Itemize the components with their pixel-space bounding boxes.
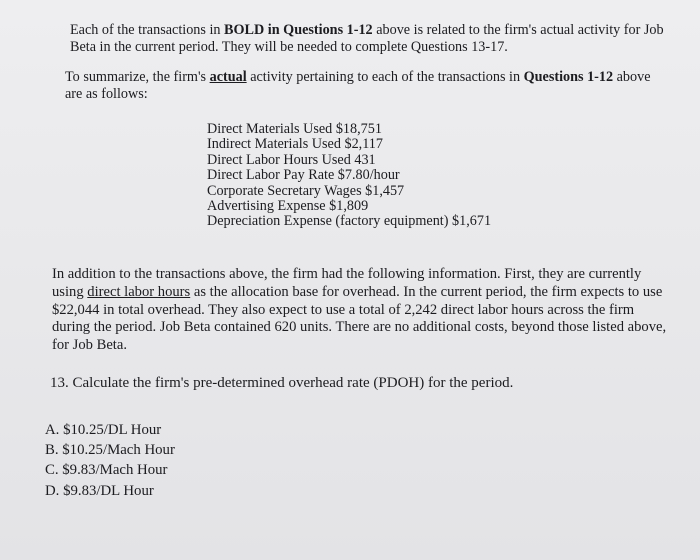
choice-c[interactable]: C. $9.83/Mach Hour	[45, 462, 168, 479]
intro-bold-reference: BOLD in Questions 1-12	[224, 22, 373, 38]
additional-info-paragraph	[52, 266, 667, 355]
choice-d[interactable]: D. $9.83/DL Hour	[45, 482, 154, 499]
activity-item: Corporate Secretary Wages $1,457	[207, 182, 405, 199]
activity-item: Direct Labor Hours Used 431	[207, 151, 376, 168]
allocation-base-underlined: direct labor hours	[87, 283, 191, 300]
summary-paragraph	[65, 69, 665, 103]
activity-item: Indirect Materials Used $2,117	[207, 136, 383, 153]
summary-text-middle: activity pertaining to each of the transactions in	[246, 69, 524, 85]
choice-b[interactable]: B. $10.25/Mach Hour	[45, 442, 175, 459]
intro-text-start: Each of the transactions in	[70, 22, 225, 38]
activity-item: Direct Labor Pay Rate $7.80/hour	[207, 167, 400, 184]
activity-item: Advertising Expense $1,809	[207, 198, 369, 215]
additional-text-end: as the allocation base for overhead. In the current period, the firm expects to use $22,044 in total overhead. They also expect to use a total of 2,242 direct labor hours across the firm during the period. Job Beta contained 620 units. There are no additional costs, beyond those listed above, for Job Beta.	[52, 283, 667, 354]
summary-text-start: To summarize, the firm's	[65, 69, 210, 85]
intro-text-end: above is related to the firm's actual activity for Job Beta in the current period. They will be needed to complete Questions 13-17.	[70, 22, 664, 55]
summary-bold-reference: Questions 1-12	[523, 69, 614, 85]
question-13: 13. Calculate the firm's pre-determined overhead rate (PDOH) for the period.	[50, 375, 514, 391]
summary-underlined-word: actual	[209, 69, 247, 85]
summary-text-end: above are as follows:	[65, 69, 651, 102]
answer-choices	[45, 420, 175, 501]
activity-list	[207, 122, 491, 230]
additional-text-start: In addition to the transactions above, the firm had the following information. First, they are currently using	[52, 266, 642, 300]
intro-paragraph	[70, 22, 670, 56]
activity-item: Direct Materials Used $18,751	[207, 121, 382, 137]
activity-item: Depreciation Expense (factory equipment) $1,671	[207, 213, 492, 230]
choice-a[interactable]: A. $10.25/DL Hour	[45, 422, 162, 438]
